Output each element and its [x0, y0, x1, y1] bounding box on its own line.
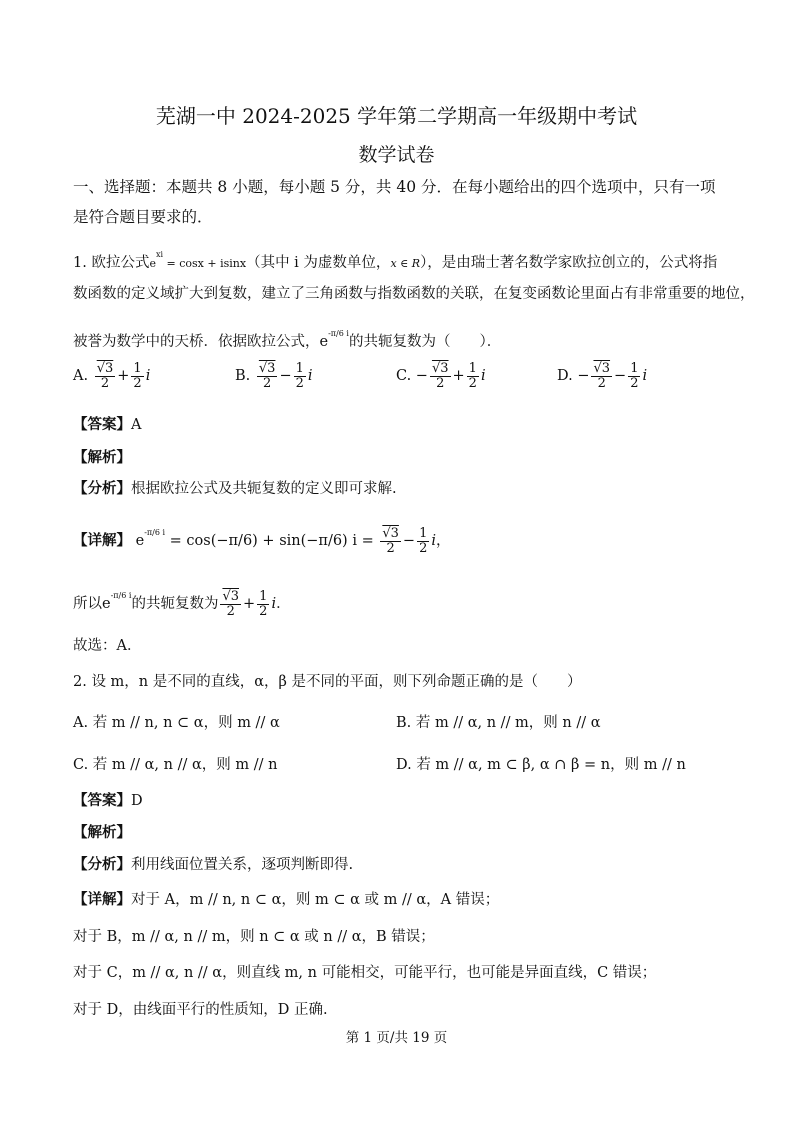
q2-fenxi: 【分析】利用线面位置关系，逐项判断即得.: [73, 856, 354, 873]
q1-intro: 1. 欧拉公式: [73, 255, 150, 271]
q1-option-a: A. $\frac{√3}{2}$ + $\frac{1}{2}$ i: [73, 361, 151, 391]
q1-xiangjie: 【详解】 $e^{-\pi/6 i} = \cos(-\pi/6) + \sin(-\pi/6) i$ = $\frac{√3}{2}$ − $\frac{1}{2}$ i，: [73, 526, 451, 556]
q2-stem: 2. 设 m，n 是不同的直线，α，β 是不同的平面，则下列命题正确的是（ ）: [73, 674, 582, 690]
q1-option-b: B. $\frac{√3}{2}$ − $\frac{1}{2}$ i: [235, 361, 313, 391]
q1-fenxi: 【分析】根据欧拉公式及共轭复数的定义即可求解.: [73, 480, 397, 497]
q1-suoyi: 所以$e^{-\pi/6 i}$的共轭复数为 $\frac{√3}{2}$ + $\frac{1}{2}$ i．: [73, 589, 291, 619]
q1-stem-line2: 数函数的定义域扩大到复数，建立了三角函数与指数函数的关联，在复变函数论里面占有非常重要的地位，: [73, 286, 755, 302]
q1-guxuan: 故选：A．: [73, 638, 142, 654]
q2-option-a: A. 若 m // n, n ⊂ α，则 m // α: [73, 715, 280, 731]
euler-formula: $e^{xi} = \cos x + isinx$: [149, 250, 247, 270]
q2-answer: 【答案】D: [73, 792, 143, 809]
q2-option-b: B. 若 m // α, n // m，则 n // α: [396, 715, 601, 731]
q1-option-c: C. − $\frac{√3}{2}$ + $\frac{1}{2}$ i: [396, 361, 486, 391]
q1-option-d: D. − $\frac{√3}{2}$ − $\frac{1}{2}$ i: [557, 361, 648, 391]
q2-detail-b: 对于 B，m // α, n // m，则 n ⊂ α 或 n // α，B 错误；: [73, 929, 435, 945]
q1-intro-cont2: ），是由瑞士著名数学家欧拉创立的，公式将指: [420, 255, 718, 271]
q2-jiexi: 【解析】: [73, 824, 131, 841]
q1-stem-line3: 被誉为数学中的天桥．依据欧拉公式，$e^{-\pi/6 i}$的共轭复数为（ ）．: [73, 329, 502, 350]
q2-detail-a: 【详解】对于 A，m // n, n ⊂ α，则 m ⊂ α 或 m // α，A 错误；: [73, 891, 500, 908]
q2-detail-d: 对于 D，由线面平行的性质知，D 正确.: [73, 1002, 328, 1018]
q1-stem-line1: [73, 251, 717, 271]
q1-jiexi: 【解析】: [73, 449, 131, 466]
q2-option-d: D. 若 m // α, m ⊂ β, α ∩ β = n，则 m // n: [396, 757, 686, 773]
page-title: 芜湖一中 2024-2025 学年第二学期高一年级期中考试: [155, 104, 638, 128]
q2-option-c: C. 若 m // α, n // α，则 m // n: [73, 757, 278, 773]
q2-detail-c: 对于 C，m // α, n // α，则直线 m, n 可能相交，可能平行，也可能是异面直线，C 错误；: [73, 965, 657, 981]
section-heading-line2: 是符合题目要求的．: [73, 208, 213, 226]
x-in-R: x ∈ R: [390, 257, 421, 270]
page-number: 第 1 页/共 19 页: [345, 1030, 448, 1046]
e-power: $e^{-\pi/6 i}$: [319, 329, 349, 350]
q1-intro-cont: （其中 i 为虚数单位，: [246, 255, 391, 271]
q1-answer: 【答案】A: [73, 416, 142, 433]
page-subtitle: 数学试卷: [358, 144, 435, 166]
section-heading-line1: 一、选择题：本题共 8 小题，每小题 5 分，共 40 分．在每小题给出的四个选项中，只有一项: [73, 178, 716, 196]
